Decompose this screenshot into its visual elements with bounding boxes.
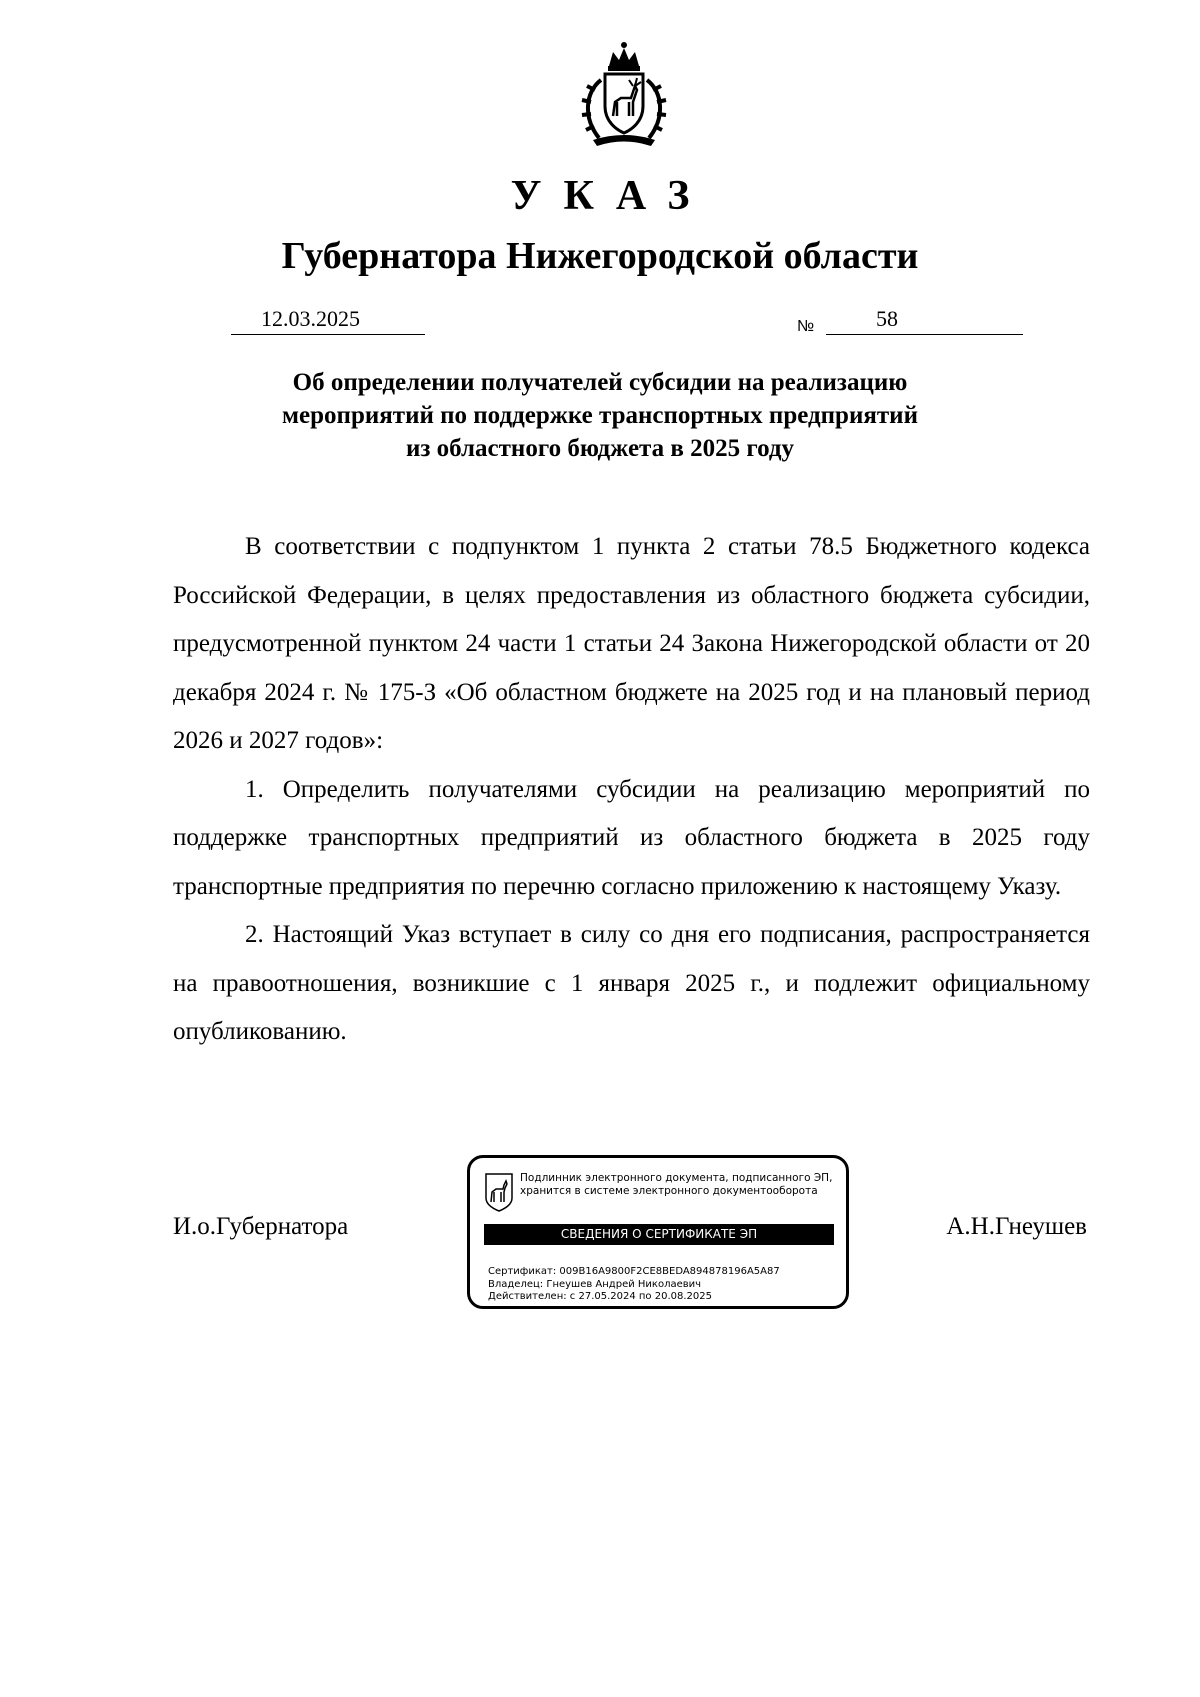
number-label: № <box>797 318 815 335</box>
certificate-validity: Действителен: с 27.05.2024 по 20.08.2025 <box>488 1291 712 1302</box>
document-type-heading: УКАЗ <box>510 173 712 219</box>
preamble-paragraph: В соответствии с подпунктом 1 пункта 2 статьи 78.5 Бюджетного кодекса Российской Федерации, в целях предоставления из областного бюджета субсидии, предусмотренной пунктом 24 части 1 статьи 24 Закона Нижегородской области от 20 декабря 2024 г. № 175-З «Об областном бюджете на 2025 год и на плановый период 2026 и 2027 годов»: <box>173 533 1090 754</box>
subject-line: мероприятий по поддержке транспортных предприятий <box>282 402 918 429</box>
stamp-note <box>520 1172 832 1198</box>
electronic-signature-stamp <box>467 1155 849 1309</box>
stamp-note-line: хранится в системе электронного документооборота <box>520 1185 818 1197</box>
certificate-banner: СВЕДЕНИЯ О СЕРТИФИКАТЕ ЭП <box>484 1224 834 1245</box>
clause-paragraph: 1. Определить получателями субсидии на реализацию мероприятий по поддержке транспортных предприятий из областного бюджета в 2025 году транспортные предприятия по перечню согласно приложению к настоящему Указу. <box>173 775 1090 900</box>
subject-line: Об определении получателей субсидии на реализацию <box>292 369 908 396</box>
certificate-owner: Владелец: Гнеушев Андрей Николаевич <box>488 1278 702 1290</box>
document-date: 12.03.2025 <box>231 304 425 335</box>
issuer-heading: Губернатора Нижегородской области <box>281 235 919 277</box>
subject-line: из областного бюджета в 2025 году <box>405 435 795 462</box>
document-number: 58 <box>826 304 1023 335</box>
certificate-details <box>488 1266 780 1304</box>
stamp-note-line: Подлинник электронного документа, подписанного ЭП, <box>520 1172 833 1184</box>
clause-paragraph: 2. Настоящий Указ вступает в силу со дня его подписания, распространяется на правоотношения, возникшие с 1 января 2025 г., и подлежит официальному опубликованию. <box>173 921 1090 1045</box>
signatory-name: А.Н.Гнеушев <box>946 1213 1087 1240</box>
signatory-role: И.о.Губернатора <box>173 1213 349 1240</box>
deer-shield-icon <box>484 1172 514 1212</box>
certificate-id: Сертификат: 009B16A9800F2CE8BEDA894878196A5A87 <box>488 1266 780 1277</box>
document-body <box>173 523 1090 1057</box>
document-subject <box>0 366 1200 465</box>
coat-of-arms-icon <box>571 40 677 148</box>
